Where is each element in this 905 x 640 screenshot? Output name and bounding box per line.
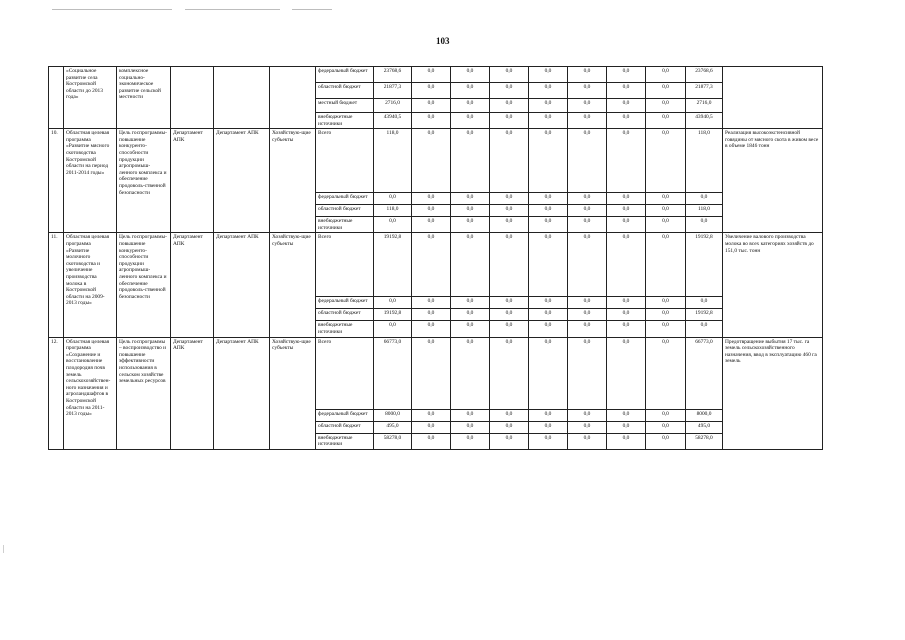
year-value: 0,0 (412, 297, 451, 309)
year-value: 0,0 (646, 129, 686, 193)
program-name: «Социальное развитие села Костромской области до 2013 года» (64, 67, 117, 129)
scan-artifact-line (292, 9, 332, 10)
year-value: 0,0 (568, 297, 607, 309)
year-value: 0,0 (451, 233, 490, 297)
total-value: 19192,8 (686, 233, 723, 297)
year-value: 118,0 (374, 129, 412, 193)
total-value: 21877,3 (686, 83, 723, 99)
year-value: 0,0 (607, 433, 646, 449)
year-value: 0,0 (607, 99, 646, 113)
year-value: 0,0 (412, 129, 451, 193)
year-value: 0,0 (412, 409, 451, 421)
year-value: 0,0 (451, 67, 490, 83)
total-value: 19192,8 (686, 309, 723, 321)
year-value: 495,0 (374, 421, 412, 433)
table-row (49, 129, 823, 193)
funding-source: областной бюджет (316, 83, 374, 99)
year-value: 0,0 (412, 309, 451, 321)
year-value: 0,0 (646, 217, 686, 233)
program-purpose: Цель госпрограммы – воспроизводство и повышение эффективности использования в сельском хозяйстве земельных ресурсов (117, 337, 171, 449)
total-value: 118,0 (686, 205, 723, 217)
year-value: 0,0 (568, 205, 607, 217)
year-value: 0,0 (412, 193, 451, 205)
year-value: 0,0 (568, 217, 607, 233)
funding-source: Всего (316, 337, 374, 409)
year-value: 0,0 (451, 113, 490, 129)
funding-source: внебюджетные источники (316, 321, 374, 337)
year-value: 0,0 (529, 99, 568, 113)
year-value: 0,0 (607, 205, 646, 217)
funding-source: внебюджетные источники (316, 433, 374, 449)
year-value: 0,0 (374, 321, 412, 337)
year-value: 0,0 (451, 99, 490, 113)
year-value: 0,0 (529, 113, 568, 129)
year-value: 19192,8 (374, 309, 412, 321)
year-value: 0,0 (490, 233, 529, 297)
expected-result: Увеличение валового производства молока во всех категориях хозяйств до 151,0 тыс. тонн (723, 233, 823, 337)
year-value: 0,0 (529, 205, 568, 217)
total-value: 0,0 (686, 193, 723, 205)
total-value: 58278,0 (686, 433, 723, 449)
year-value: 118,0 (374, 205, 412, 217)
year-value: 0,0 (568, 433, 607, 449)
total-value: 43940,5 (686, 113, 723, 129)
year-value: 0,0 (646, 67, 686, 83)
year-value: 0,0 (607, 113, 646, 129)
year-value: 0,0 (490, 113, 529, 129)
funding-source: местный бюджет (316, 99, 374, 113)
scan-artifact-line (185, 9, 280, 10)
year-value: 0,0 (607, 421, 646, 433)
year-value: 0,0 (607, 309, 646, 321)
year-value: 0,0 (412, 233, 451, 297)
expected-result (723, 67, 823, 129)
row-number: 11. (49, 233, 64, 337)
year-value: 58278,0 (374, 433, 412, 449)
year-value: 0,0 (607, 217, 646, 233)
year-value: 0,0 (646, 321, 686, 337)
year-value: 0,0 (607, 83, 646, 99)
year-value: 0,0 (607, 193, 646, 205)
year-value: 0,0 (607, 67, 646, 83)
year-value: 0,0 (529, 129, 568, 193)
participants: Хозяйствую-щие субъекты (270, 129, 316, 233)
total-value: 8000,0 (686, 409, 723, 421)
co-executor: Департамент АПК (214, 337, 270, 449)
year-value: 0,0 (646, 205, 686, 217)
year-value: 0,0 (568, 409, 607, 421)
participants (270, 67, 316, 129)
year-value: 0,0 (568, 233, 607, 297)
year-value: 0,0 (451, 409, 490, 421)
responsible-executor: Департамент АПК (171, 129, 214, 233)
responsible-executor (171, 67, 214, 129)
total-value: 66773,0 (686, 337, 723, 409)
responsible-executor: Департамент АПК (171, 233, 214, 337)
year-value: 0,0 (607, 297, 646, 309)
year-value: 0,0 (646, 99, 686, 113)
total-value: 495,0 (686, 421, 723, 433)
year-value: 0,0 (529, 193, 568, 205)
year-value: 0,0 (568, 337, 607, 409)
year-value: 0,0 (568, 193, 607, 205)
year-value: 0,0 (412, 67, 451, 83)
year-value: 43940,5 (374, 113, 412, 129)
year-value: 0,0 (490, 129, 529, 193)
year-value: 0,0 (374, 217, 412, 233)
total-value: 0,0 (686, 297, 723, 309)
table-body (49, 67, 823, 450)
participants: Хозяйствую-щие субъекты (270, 337, 316, 449)
year-value: 0,0 (568, 309, 607, 321)
year-value: 0,0 (646, 337, 686, 409)
year-value: 0,0 (451, 297, 490, 309)
year-value: 0,0 (412, 113, 451, 129)
year-value: 0,0 (568, 99, 607, 113)
table-row (49, 337, 823, 409)
year-value: 0,0 (646, 193, 686, 205)
row-number: 10. (49, 129, 64, 233)
funding-source: Всего (316, 233, 374, 297)
year-value: 0,0 (646, 83, 686, 99)
funding-source: внебюджетные источники (316, 217, 374, 233)
year-value: 0,0 (646, 433, 686, 449)
funding-source: областной бюджет (316, 309, 374, 321)
scan-artifact-line (52, 9, 172, 10)
year-value: 0,0 (490, 297, 529, 309)
year-value: 0,0 (451, 309, 490, 321)
year-value: 0,0 (646, 409, 686, 421)
funding-source: федеральный бюджет (316, 409, 374, 421)
year-value: 0,0 (412, 321, 451, 337)
year-value: 0,0 (412, 421, 451, 433)
year-value: 2716,0 (374, 99, 412, 113)
year-value: 0,0 (451, 217, 490, 233)
total-value: 0,0 (686, 217, 723, 233)
program-purpose: комплексное социально-экономическое развитие сельской местности (117, 67, 171, 129)
year-value: 0,0 (451, 129, 490, 193)
program-purpose: Цель госпрограммы-повышение конкуренто-способности продукции агропромыш-ленного комплекса и обеспечение продоволь-ственной безопасности (117, 129, 171, 233)
year-value: 0,0 (490, 433, 529, 449)
participants: Хозяйствую-щие субъекты (270, 233, 316, 337)
year-value: 0,0 (529, 233, 568, 297)
year-value: 0,0 (568, 67, 607, 83)
year-value: 0,0 (529, 67, 568, 83)
year-value: 0,0 (412, 337, 451, 409)
year-value: 0,0 (490, 193, 529, 205)
funding-source: федеральный бюджет (316, 67, 374, 83)
year-value: 0,0 (490, 337, 529, 409)
total-value: 2716,0 (686, 99, 723, 113)
year-value: 0,0 (529, 421, 568, 433)
funding-source: федеральный бюджет (316, 297, 374, 309)
program-purpose: Цель госпрограммы-повышение конкуренто-способности продукции агропромыш-ленного комплекса и обеспечение продоволь-ственной безопасности (117, 233, 171, 337)
co-executor: Департамент АПК (214, 233, 270, 337)
scan-edge-mark (3, 545, 4, 553)
year-value: 0,0 (646, 233, 686, 297)
program-name: Областная целевая программа «Развитие мясного скотоводства Костромской области на период 2011-2014 годы» (64, 129, 117, 233)
year-value: 0,0 (412, 83, 451, 99)
year-value: 66773,0 (374, 337, 412, 409)
program-funding-table (48, 66, 823, 450)
funding-source: федеральный бюджет (316, 193, 374, 205)
year-value: 0,0 (568, 421, 607, 433)
year-value: 0,0 (646, 421, 686, 433)
year-value: 0,0 (490, 99, 529, 113)
year-value: 0,0 (412, 217, 451, 233)
expected-result: Реализация высокоэкстенсивной говядины от мясного скота в живом весе в объеме 1846 тонн (723, 129, 823, 233)
year-value: 0,0 (451, 193, 490, 205)
year-value: 0,0 (451, 433, 490, 449)
year-value: 0,0 (412, 433, 451, 449)
year-value: 0,0 (490, 321, 529, 337)
year-value: 0,0 (490, 421, 529, 433)
table-row (49, 233, 823, 297)
year-value: 0,0 (568, 321, 607, 337)
year-value: 0,0 (374, 193, 412, 205)
funding-source: внебюджетные источники (316, 113, 374, 129)
year-value: 0,0 (451, 321, 490, 337)
year-value: 0,0 (451, 83, 490, 99)
expected-result: Предотвращение выбытия 17 тыс. га земель сельскохозяйственного назначения, ввод в эксплуатацию 460 га земель (723, 337, 823, 449)
co-executor: Департамент АПК (214, 129, 270, 233)
year-value: 0,0 (607, 321, 646, 337)
year-value: 0,0 (490, 67, 529, 83)
funding-source: областной бюджет (316, 421, 374, 433)
year-value: 0,0 (451, 205, 490, 217)
year-value: 0,0 (646, 297, 686, 309)
year-value: 0,0 (529, 337, 568, 409)
responsible-executor: Департамент АПК (171, 337, 214, 449)
funding-source: Всего (316, 129, 374, 193)
page-number: 103 (436, 36, 450, 46)
funding-source: областной бюджет (316, 205, 374, 217)
year-value: 0,0 (607, 337, 646, 409)
year-value: 0,0 (568, 83, 607, 99)
row-number: 12. (49, 337, 64, 449)
year-value: 0,0 (646, 113, 686, 129)
program-name: Областная целевая программа «Развитие молочного скотоводства и увеличение производства молока в Костромской области на 2009-2013 годы» (64, 233, 117, 337)
year-value: 0,0 (529, 433, 568, 449)
year-value: 0,0 (451, 337, 490, 409)
total-value: 0,0 (686, 321, 723, 337)
year-value: 0,0 (412, 205, 451, 217)
year-value: 0,0 (529, 297, 568, 309)
total-value: 23768,6 (686, 67, 723, 83)
year-value: 0,0 (529, 83, 568, 99)
year-value: 0,0 (490, 205, 529, 217)
year-value: 19192,8 (374, 233, 412, 297)
row-number (49, 67, 64, 129)
year-value: 0,0 (607, 129, 646, 193)
year-value: 0,0 (490, 409, 529, 421)
year-value: 0,0 (490, 309, 529, 321)
year-value: 23768,6 (374, 67, 412, 83)
year-value: 0,0 (607, 233, 646, 297)
year-value: 0,0 (529, 309, 568, 321)
year-value: 0,0 (529, 217, 568, 233)
year-value: 8000,0 (374, 409, 412, 421)
year-value: 0,0 (529, 409, 568, 421)
year-value: 0,0 (490, 217, 529, 233)
total-value: 118,0 (686, 129, 723, 193)
year-value: 0,0 (646, 309, 686, 321)
program-name: Областная целевая программа «Сохранение и восстановление плодородия почв земель сельскохозяйствен-ного назначения и агроландшафтов в Костромской области на 2011-2013 годы» (64, 337, 117, 449)
year-value: 0,0 (607, 409, 646, 421)
co-executor (214, 67, 270, 129)
year-value: 0,0 (451, 421, 490, 433)
year-value: 0,0 (529, 321, 568, 337)
year-value: 21877,3 (374, 83, 412, 99)
year-value: 0,0 (490, 83, 529, 99)
year-value: 0,0 (412, 99, 451, 113)
year-value: 0,0 (568, 113, 607, 129)
table-row (49, 67, 823, 83)
year-value: 0,0 (374, 297, 412, 309)
year-value: 0,0 (568, 129, 607, 193)
